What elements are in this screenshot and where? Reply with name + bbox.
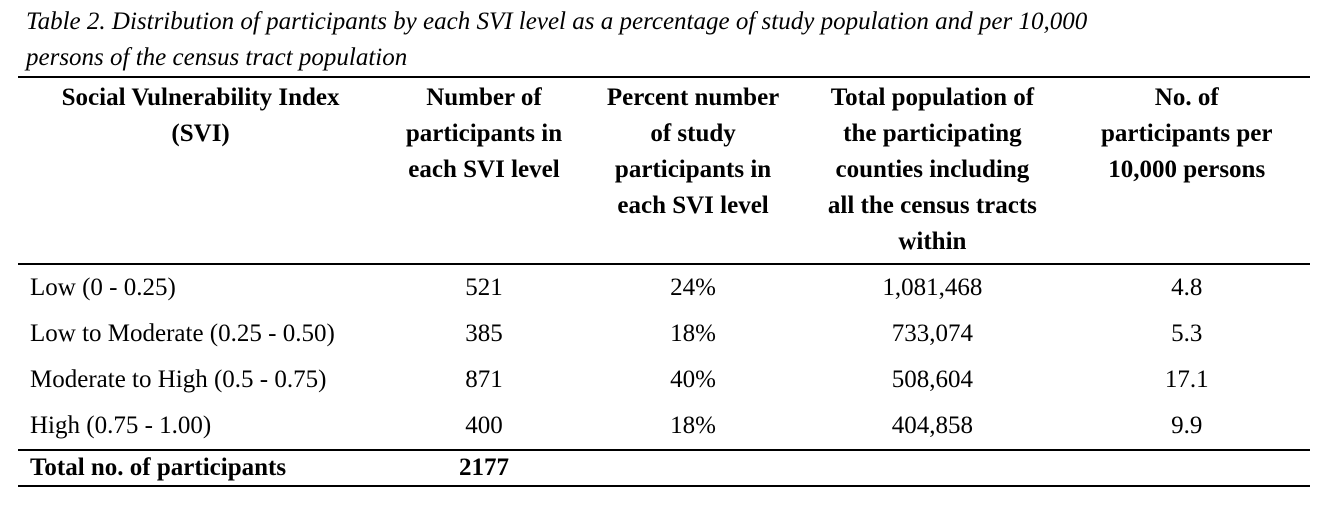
- cell-svi-level: High (0.75 - 1.00): [30, 412, 212, 439]
- empty-cell: [585, 450, 802, 486]
- header-text: participants per: [1100, 120, 1273, 147]
- cell-svi-level: Moderate to High (0.5 - 0.75): [30, 366, 327, 393]
- header-participants-per-10000: [1063, 77, 1310, 264]
- header-text: within: [898, 228, 967, 255]
- header-text: Percent number: [606, 84, 780, 111]
- table-row: [18, 311, 1310, 357]
- cell-percent: 18%: [670, 320, 716, 347]
- table-caption: [26, 4, 1316, 76]
- cell-per-10000: 4.8: [1171, 274, 1203, 301]
- cell-participants: 871: [465, 366, 503, 393]
- empty-cell: [1063, 450, 1310, 486]
- header-text: 10,000 persons: [1108, 156, 1266, 183]
- header-text: all the census tracts: [827, 192, 1037, 219]
- table-row: [18, 264, 1310, 311]
- header-text: of study: [650, 120, 736, 147]
- cell-per-10000: 9.9: [1171, 412, 1203, 439]
- svi-distribution-table: [18, 76, 1310, 487]
- header-text: Total population of: [830, 84, 1035, 111]
- header-text: each SVI level: [408, 156, 560, 183]
- header-total-population: [801, 77, 1063, 264]
- header-text: counties including: [835, 156, 1030, 183]
- table-header-row: [18, 77, 1310, 264]
- cell-svi-level: Low (0 - 0.25): [30, 274, 176, 301]
- cell-percent: 24%: [670, 274, 716, 301]
- header-text: each SVI level: [617, 192, 769, 219]
- header-text: Social Vulnerability Index: [61, 84, 340, 111]
- cell-per-10000: 17.1: [1164, 366, 1209, 393]
- header-svi: [18, 77, 383, 264]
- cell-participants: 521: [465, 274, 503, 301]
- cell-per-10000: 5.3: [1171, 320, 1203, 347]
- cell-total-population: 733,074: [891, 320, 974, 347]
- header-text: participants in: [405, 120, 563, 147]
- header-text: participants in: [614, 156, 772, 183]
- cell-total-population: 404,858: [891, 412, 974, 439]
- header-text: the participating: [843, 120, 1022, 147]
- caption-line-1: Table 2. Distribution of participants by each SVI level as a percentage of study population and per 10,000: [26, 8, 1088, 35]
- cell-percent: 18%: [670, 412, 716, 439]
- table-row: [18, 403, 1310, 450]
- total-row: [18, 450, 1310, 486]
- header-text: Number of: [426, 84, 542, 111]
- header-text: (SVI): [171, 120, 230, 147]
- header-text: No. of: [1154, 84, 1219, 111]
- cell-percent: 40%: [670, 366, 716, 393]
- cell-total-population: 508,604: [891, 366, 974, 393]
- empty-cell: [801, 450, 1063, 486]
- header-number-of-participants: [383, 77, 585, 264]
- total-value: 2177: [383, 450, 585, 486]
- table-row: [18, 357, 1310, 403]
- cell-total-population: 1,081,468: [882, 274, 983, 301]
- cell-svi-level: Low to Moderate (0.25 - 0.50): [30, 320, 335, 347]
- total-label: Total no. of participants: [18, 450, 383, 486]
- caption-line-2: persons of the census tract population: [26, 44, 408, 71]
- header-percent-participants: [585, 77, 802, 264]
- cell-participants: 400: [465, 412, 503, 439]
- cell-participants: 385: [465, 320, 503, 347]
